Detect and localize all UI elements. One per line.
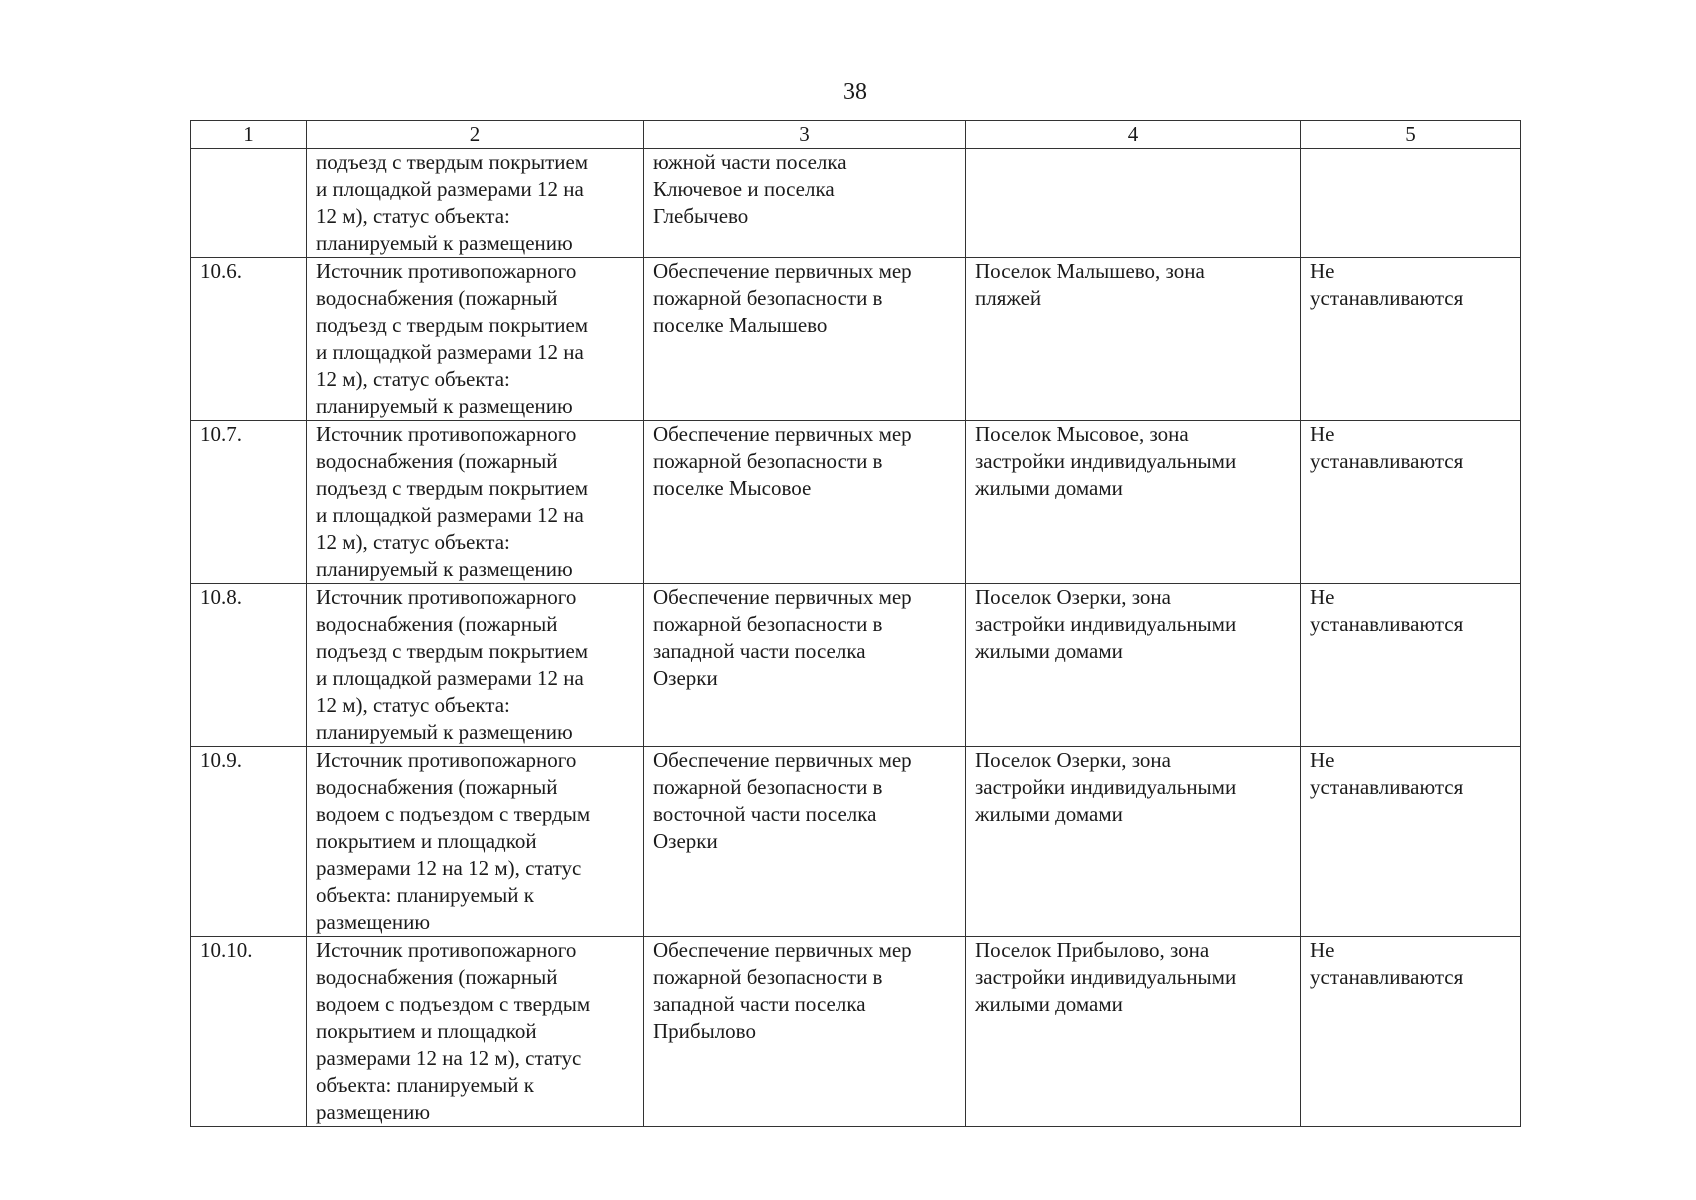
cell-number <box>191 149 307 258</box>
cell-object: Источник противопожарного водоснабжения (пожарный подъезд с твердым покрытием и площадкой размерами 12 на 12 м), статус объекта: планируемый к размещению <box>307 421 644 584</box>
table-row <box>191 421 1521 584</box>
cell-zone <box>1301 149 1521 258</box>
cell-purpose: южной части поселка Ключевое и поселка Глебычево <box>644 149 966 258</box>
cell-number: 10.6. <box>191 258 307 421</box>
header-col-1: 1 <box>191 121 307 149</box>
cell-location: Поселок Малышево, зона пляжей <box>966 258 1301 421</box>
header-col-2: 2 <box>307 121 644 149</box>
table-row-continuation <box>191 149 1521 258</box>
cell-location: Поселок Озерки, зона застройки индивидуальными жилыми домами <box>966 747 1301 937</box>
cell-location: Поселок Мысовое, зона застройки индивидуальными жилыми домами <box>966 421 1301 584</box>
cell-object: Источник противопожарного водоснабжения (пожарный подъезд с твердым покрытием и площадкой размерами 12 на 12 м), статус объекта: планируемый к размещению <box>307 258 644 421</box>
cell-zone: Не устанавливаются <box>1301 584 1521 747</box>
cell-number: 10.10. <box>191 937 307 1127</box>
table-row <box>191 258 1521 421</box>
cell-purpose: Обеспечение первичных мер пожарной безопасности в восточной части поселка Озерки <box>644 747 966 937</box>
table-row <box>191 584 1521 747</box>
header-col-5: 5 <box>1301 121 1521 149</box>
table-row <box>191 937 1521 1127</box>
cell-number: 10.8. <box>191 584 307 747</box>
table-row <box>191 747 1521 937</box>
cell-object: подъезд с твердым покрытием и площадкой размерами 12 на 12 м), статус объекта: планируемый к размещению <box>307 149 644 258</box>
cell-purpose: Обеспечение первичных мер пожарной безопасности в западной части поселка Прибылово <box>644 937 966 1127</box>
cell-location: Поселок Прибылово, зона застройки индивидуальными жилыми домами <box>966 937 1301 1127</box>
cell-zone: Не устанавливаются <box>1301 937 1521 1127</box>
cell-purpose: Обеспечение первичных мер пожарной безопасности в поселке Мысовое <box>644 421 966 584</box>
header-col-4: 4 <box>966 121 1301 149</box>
cell-location: Поселок Озерки, зона застройки индивидуальными жилыми домами <box>966 584 1301 747</box>
cell-location <box>966 149 1301 258</box>
cell-zone: Не устанавливаются <box>1301 421 1521 584</box>
header-col-3: 3 <box>644 121 966 149</box>
table-header-row <box>191 121 1521 149</box>
cell-number: 10.7. <box>191 421 307 584</box>
cell-zone: Не устанавливаются <box>1301 258 1521 421</box>
cell-object: Источник противопожарного водоснабжения (пожарный водоем с подъездом с твердым покрытием и площадкой размерами 12 на 12 м), статус объекта: планируемый к размещению <box>307 747 644 937</box>
cell-zone: Не устанавливаются <box>1301 747 1521 937</box>
cell-purpose: Обеспечение первичных мер пожарной безопасности в поселке Малышево <box>644 258 966 421</box>
cell-object: Источник противопожарного водоснабжения (пожарный водоем с подъездом с твердым покрытием и площадкой размерами 12 на 12 м), статус объекта: планируемый к размещению <box>307 937 644 1127</box>
page-number: 38 <box>843 79 867 105</box>
objects-table <box>190 120 1521 1127</box>
cell-number: 10.9. <box>191 747 307 937</box>
cell-object: Источник противопожарного водоснабжения (пожарный подъезд с твердым покрытием и площадкой размерами 12 на 12 м), статус объекта: планируемый к размещению <box>307 584 644 747</box>
cell-purpose: Обеспечение первичных мер пожарной безопасности в западной части поселка Озерки <box>644 584 966 747</box>
